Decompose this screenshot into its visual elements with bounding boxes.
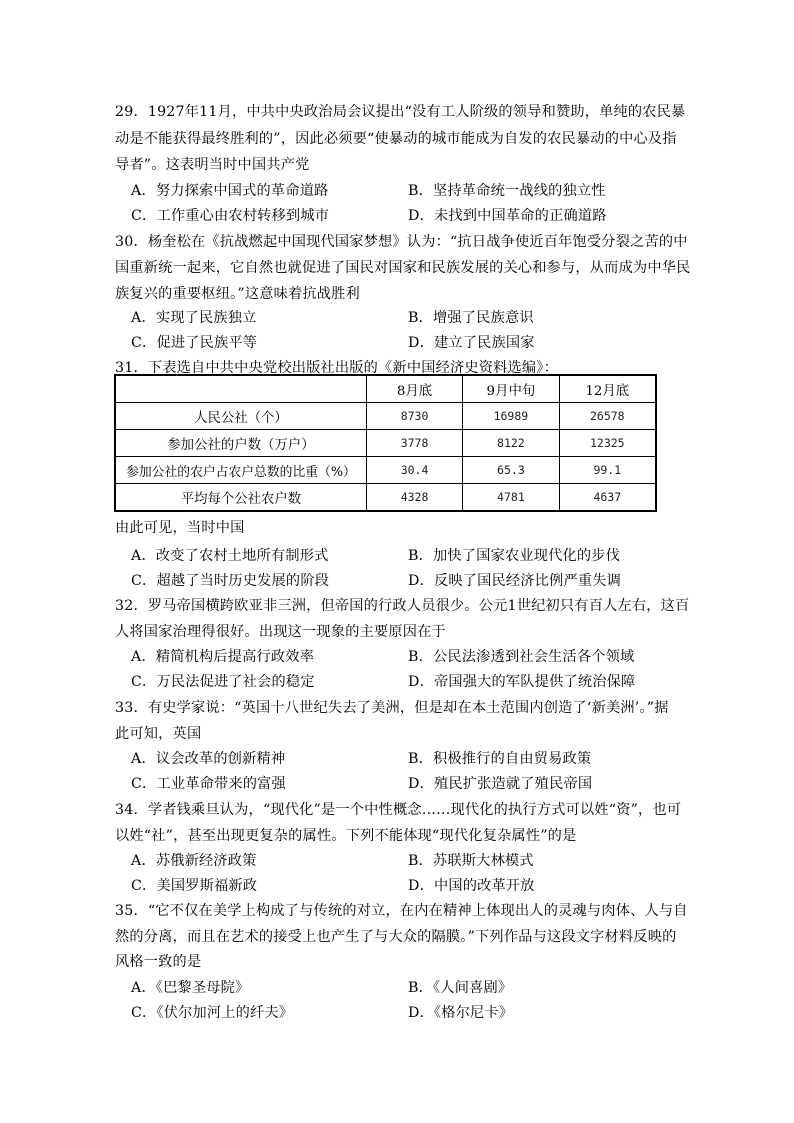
q30-option-d[interactable]: D．建立了民族国家 (408, 335, 535, 351)
q30-stem-line-2: 国重新统一起来，它自然也就促进了国民对国家和民族发展的关心和参与，从而成为中华民 (115, 260, 691, 276)
table-header-cell: 12月底 (559, 375, 656, 403)
q35-option-c[interactable]: C．《伏尔加河上的纤夫》 (131, 1005, 294, 1021)
q35-stem-line-1: 35．“它不仅在美学上构成了与传统的对立，在内在精神上体现出人的灵魂与肉体、人与自 (115, 903, 688, 919)
q29-stem-line-3: 导者”。这表明当时中国共产党 (115, 157, 310, 173)
q32-option-a[interactable]: A．精简机构后提高行政效率 (131, 649, 315, 665)
q29-option-c[interactable]: C．工作重心由农村转移到城市 (131, 208, 330, 224)
q32-stem-line-1: 32．罗马帝国横跨欧亚非三洲，但帝国的行政人员很少。公元1世纪初只有百人左右，这百 (115, 598, 690, 614)
q30-option-a[interactable]: A．实现了民族独立 (131, 310, 257, 326)
q35-option-b[interactable]: B．《人间喜剧》 (408, 980, 513, 996)
q31-data-table (114, 374, 657, 512)
table-cell: 12325 (559, 430, 656, 457)
q31-option-b[interactable]: B．加快了国家农业现代化的步伐 (408, 548, 621, 564)
q29-option-d[interactable]: D．未找到中国革命的正确道路 (408, 208, 607, 224)
q29-option-b[interactable]: B．坚持革命统一战线的独立性 (408, 183, 606, 199)
table-row-label: 参加公社的户数（万户） (115, 430, 366, 457)
table-row (115, 484, 656, 512)
q33-stem-line-2: 此可知，英国 (115, 726, 202, 742)
table-row-label: 参加公社的农户占农户总数的比重（%） (115, 457, 366, 484)
q35-stem-line-3: 风格一致的是 (115, 954, 202, 970)
q33-option-a[interactable]: A．议会改革的创新精神 (131, 751, 286, 767)
table-cell: 3778 (366, 430, 462, 457)
table-cell: 4637 (559, 484, 656, 512)
q33-stem-line-1: 33．有史学家说：“英国十八世纪失去了美洲，但是却在本土范围内创造了‘新美洲’。”据 (115, 700, 669, 716)
q34-option-b[interactable]: B．苏联斯大林模式 (408, 853, 534, 869)
q33-option-b[interactable]: B．积极推行的自由贸易政策 (408, 751, 592, 767)
q34-stem-line-2: 以姓“社”，甚至出现更复杂的属性。下列不能体现“现代化复杂属性”的是 (115, 828, 577, 844)
q31-stem-after-table: 由此可见，当时中国 (115, 520, 245, 536)
q35-stem-line-2: 然的分离，而且在艺术的接受上也产生了与大众的隔膜。”下列作品与这段文字材料反映的 (115, 929, 677, 945)
table-cell: 8122 (463, 430, 559, 457)
q31-intro: 31．下表选自中共中央党校出版社出版的《新中国经济史资料选编》： (115, 360, 558, 376)
q34-option-d[interactable]: D．中国的改革开放 (408, 878, 535, 894)
q32-option-b[interactable]: B．公民法渗透到社会生活各个领域 (408, 649, 635, 665)
table-row (115, 403, 656, 430)
q35-option-a[interactable]: A．《巴黎圣母院》 (131, 980, 250, 996)
table-cell: 65.3 (463, 457, 559, 484)
q34-option-c[interactable]: C．美国罗斯福新政 (131, 878, 258, 894)
table-row (115, 430, 656, 457)
q31-option-d[interactable]: D．反映了国民经济比例严重失调 (408, 573, 622, 589)
table-cell: 8730 (366, 403, 462, 430)
q33-option-d[interactable]: D．殖民扩张造就了殖民帝国 (408, 776, 593, 792)
table-header-row (115, 375, 656, 403)
table-header-cell (115, 375, 366, 403)
q32-option-c[interactable]: C．万民法促进了社会的稳定 (131, 674, 315, 690)
q34-option-a[interactable]: A．苏俄新经济政策 (131, 853, 257, 869)
table-cell: 30.4 (366, 457, 462, 484)
table-header-cell: 9月中旬 (463, 375, 559, 403)
q33-option-c[interactable]: C．工业革命带来的富强 (131, 776, 286, 792)
table-row-label: 人民公社（个） (115, 403, 366, 430)
table-cell: 16989 (463, 403, 559, 430)
table-cell: 4328 (366, 484, 462, 512)
table-row-label: 平均每个公社农户数 (115, 484, 366, 512)
q34-stem-line-1: 34．学者钱乘旦认为，“现代化”是一个中性概念……现代化的执行方式可以姓“资”，也可 (115, 802, 682, 818)
table-header-cell: 8月底 (366, 375, 462, 403)
table-cell: 4781 (463, 484, 559, 512)
q31-option-a[interactable]: A．改变了农村土地所有制形式 (131, 548, 329, 564)
q32-option-d[interactable]: D．帝国强大的军队提供了统治保障 (408, 674, 636, 690)
q35-option-d[interactable]: D．《格尔尼卡》 (408, 1005, 514, 1021)
q29-stem-line-2: 动是不能获得最终胜利的”，因此必须要“使暴动的城市能成为自发的农民暴动的中心及指 (115, 131, 677, 147)
q31-option-c[interactable]: C．超越了当时历史发展的阶段 (131, 573, 330, 589)
q30-stem-line-3: 族复兴的重要枢纽。”这意味着抗战胜利 (115, 286, 360, 302)
q30-stem-line-1: 30．杨奎松在《抗战燃起中国现代国家梦想》认为：“抗日战争使近百年饱受分裂之苦的中 (115, 234, 688, 250)
q29-option-a[interactable]: A．努力探索中国式的革命道路 (131, 183, 329, 199)
table-cell: 26578 (559, 403, 656, 430)
q30-option-b[interactable]: B．增强了民族意识 (408, 310, 534, 326)
q30-option-c[interactable]: C．促进了民族平等 (131, 335, 258, 351)
table-row (115, 457, 656, 484)
table-cell: 99.1 (559, 457, 656, 484)
q32-stem-line-2: 人将国家治理得很好。出现这一现象的主要原因在于 (115, 624, 446, 640)
q29-stem-line-1: 29．1927年11月，中共中央政治局会议提出“没有工人阶级的领导和赞助，单纯的农民暴 (115, 104, 686, 120)
